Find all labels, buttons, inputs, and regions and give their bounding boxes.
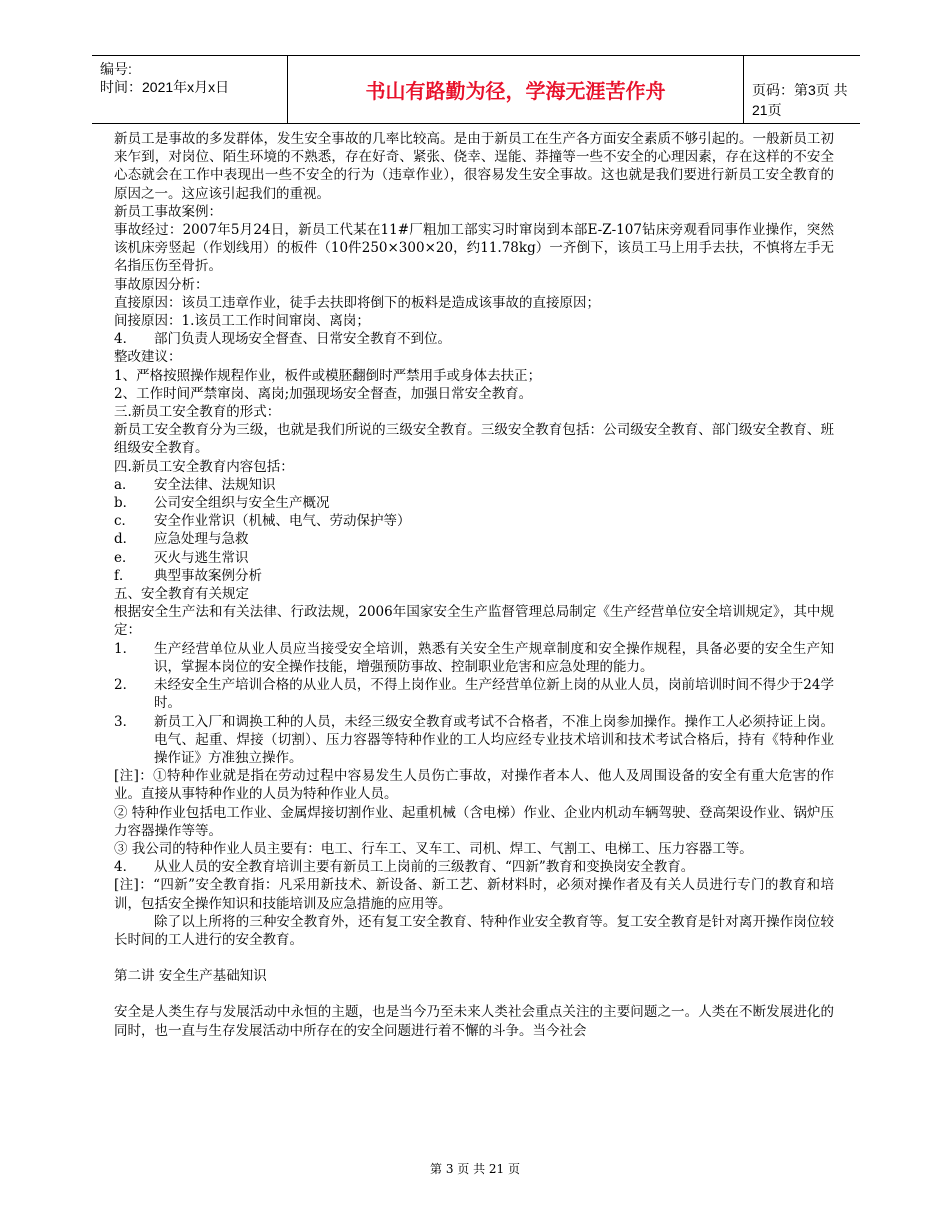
list-marker: 4． <box>114 859 137 876</box>
list-marker: c． <box>114 513 136 530</box>
list-item <box>114 676 834 712</box>
list-text: 公司安全组织与安全生产概况 <box>154 495 330 512</box>
cause-title: 事故原因分析： <box>114 276 209 293</box>
intro-paragraph: 新员工是事故的多发群体，发生安全事故的几率比较高。是由于新员工在生产各方面安全素质不够引起的。一般新员工初来乍到，对岗位、陌生环境的不熟悉，存在好奇、紧张、侥幸、逞能、莽撞等一些不安全的心理因素，存在这样的不安全心态就会在工作中表现出一些不安全的行为（违章作业），很容易发生安全事故。这也就是我们要进行新员工安全教育的原因之一。这应该引起我们的重视。 <box>114 131 834 202</box>
list-marker: 4． <box>114 331 137 348</box>
closing-paragraph: 除了以上所将的三种安全教育外，还有复工安全教育、特种作业安全教育等。复工安全教育是针对离开操作岗位较长时间的工人进行的安全教育。 <box>114 913 834 948</box>
list-text: 灭火与逃生常识 <box>154 549 249 566</box>
list-text: 从业人员的安全教育培训主要有新员工上岗前的三级教育、“四新”教育和变换岗安全教育。 <box>154 859 695 876</box>
list-marker: f． <box>114 567 133 584</box>
note-2: ② 特种作业包括电工作业、金属焊接切割作业、起重机械（含电梯）作业、企业内机动车辆驾驶、登高架设作业、锅炉压力容器操作等等。 <box>114 804 834 839</box>
page-header <box>92 55 860 124</box>
list-item <box>114 494 834 512</box>
list-item <box>114 476 834 494</box>
rectification-1: 1、严格按照操作规程作业，板件或模胚翻倒时严禁用手或身体去扶正； <box>114 367 542 384</box>
list-text: 应急处理与急救 <box>154 531 249 548</box>
list-item <box>114 713 834 768</box>
page-footer: 第 3 页 共 21 页 <box>430 1162 520 1176</box>
header-page-info: 页码：第3页 共21页 <box>752 82 848 118</box>
list-marker: 2． <box>114 677 137 694</box>
list-text: 部门负责人现场安全督查、日常安全教育不到位。 <box>154 331 451 348</box>
lecture-2-title: 第二讲 安全生产基础知识 <box>114 968 267 985</box>
list-marker: 1． <box>114 640 137 657</box>
list-text: 新员工入厂和调换工种的人员，未经三级安全教育或考试不合格者，不准上岗参加操作。操作工人必须持证上岗。电气、起重、焊接（切割）、压力容器等特种作业的工人均应经专业技术培训和技术考试合格后，持有《特种作业操作证》方准独立操作。 <box>154 713 834 766</box>
list-marker: 3． <box>114 713 137 730</box>
lecture-2-paragraph: 安全是人类生存与发展活动中永恒的主题，也是当今乃至未来人类社会重点关注的主要问题之一。人类在不断发展进化的同时，也一直与生存发展活动中所存在的安全问题进行着不懈的斗争。当今社会 <box>114 1004 834 1039</box>
cause-direct: 直接原因：该员工违章作业，徒手去扶即将倒下的板料是造成该事故的直接原因； <box>114 294 600 311</box>
note-1: [注]：①特种作业就是指在劳动过程中容易发生人员伤亡事故，对操作者本人、他人及周围设备的安全有重大危害的作业。直接从事特种作业的人员为特种作业人员。 <box>114 768 834 803</box>
list-item <box>114 858 834 876</box>
section-5-title: 五、安全教育有关规定 <box>114 586 249 603</box>
list-text: 未经安全生产培训合格的从业人员，不得上岗作业。生产经营单位新上岗的从业人员，岗前培训时间不得少于24学时。 <box>154 677 834 712</box>
document-code-label: 编号: <box>100 61 132 77</box>
case-detail: 事故经过：2007年5月24日，新员工代某在11#厂粗加工部实习时窜岗到本部E-Z-107钻床旁观看同事作业操作，突然该机床旁竖起（作划线用）的板件（10件250×300×20，约11.78kg）一齐倒下，该员工马上用手去扶，不慎将左手无名指压伤至骨折。 <box>114 222 834 275</box>
note-3: ③ 我公司的特种作业人员主要有：电工、行车工、叉车工、司机、焊工、气割工、电梯工、压力容器工等。 <box>114 840 753 857</box>
list-item <box>114 512 834 530</box>
list-text: 生产经营单位从业人员应当接受安全培训，熟悉有关安全生产规章制度和安全操作规程，具备必要的安全生产知识，掌握本岗位的安全操作技能，增强预防事故、控制职业危害和应急处理的能力。 <box>154 640 834 675</box>
header-motto: 书山有路勤为径，学海无涯苦作舟 <box>287 56 744 123</box>
cause-item-4 <box>114 330 834 348</box>
section-3-text: 新员工安全教育分为三级，也就是我们所说的三级安全教育。三级安全教育包括：公司级安全教育、部门级安全教育、班组级安全教育。 <box>114 422 834 457</box>
list-text: 典型事故案例分析 <box>154 567 262 584</box>
list-marker: e． <box>114 549 136 566</box>
case-title: 新员工事故案例： <box>114 203 222 220</box>
section-3-title: 三.新员工安全教育的形式： <box>114 404 281 421</box>
note-4: [注]：“四新”安全教育指：凡采用新技术、新设备、新工艺、新材料时，必须对操作者及有关人员进行专门的教育和培训，包括安全操作知识和技能培训及应急措施的应用等。 <box>114 877 834 912</box>
list-item <box>114 549 834 567</box>
list-marker: d． <box>114 531 137 548</box>
rectification-2: 2、工作时间严禁窜岗、离岗;加强现场安全督查，加强日常安全教育。 <box>114 385 533 402</box>
list-item <box>114 567 834 585</box>
cause-indirect: 间接原因：1.该员工工作时间窜岗、离岗； <box>114 313 370 330</box>
list-text: 安全法律、法规知识 <box>154 476 276 493</box>
list-item <box>114 640 834 676</box>
list-item <box>114 530 834 548</box>
list-marker: a． <box>114 476 136 493</box>
document-body <box>114 130 834 1040</box>
rectification-title: 整改建议： <box>114 349 182 366</box>
section-4-title: 四.新员工安全教育内容包括： <box>114 458 294 475</box>
header-meta <box>100 60 285 96</box>
spacer <box>114 985 834 1003</box>
document-time: 时间：2021年x月x日 <box>100 79 230 95</box>
list-marker: b． <box>114 495 137 512</box>
list-text: 安全作业常识（机械、电气、劳动保护等） <box>154 513 411 530</box>
spacer <box>114 949 834 967</box>
section-5-intro: 根据安全生产法和有关法律、行政法规，2006年国家安全生产监督管理总局制定《生产经营单位安全培训规定》，其中规定： <box>114 604 834 639</box>
